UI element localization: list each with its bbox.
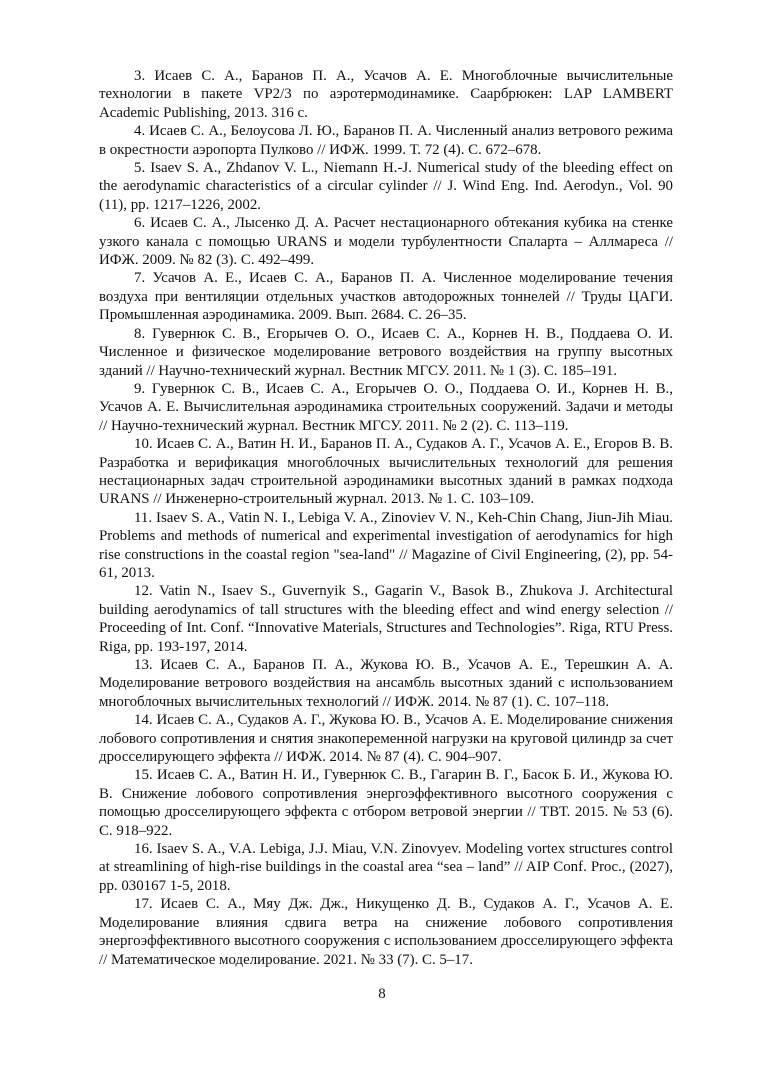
reference-item: 5. Isaev S. A., Zhdanov V. L., Niemann H.-J. Numerical study of the bleeding effect on the aerodynamic characteristics of a circular cylinder // J. Wind Eng. Ind. Aerodyn., Vol. 90 (11), pp. 1217–1226, 2002. [99, 160, 673, 213]
reference-item: 7. Усачов А. Е., Исаев С. А., Баранов П. А. Численное моделирование течения воздуха при вентиляции отдельных участков автодорожных тоннелей // Труды ЦАГИ. Промышленная аэродинамика. 2009. Вып. 2684. С. 26–35. [99, 270, 673, 324]
reference-item: 16. Isaev S. A., V.A. Lebiga, J.J. Miau, V.N. Zinovyev. Modeling vortex structures control at streamlining of high-rise buildings in the coastal area “sea – land” // AIP Conf. Proc., (2027), pp. 030167 1-5, 2018. [99, 841, 673, 894]
reference-item: 3. Исаев С. А., Баранов П. А., Усачов А. Е. Многоблочные вычислительные технологии в пакете VP2/3 по аэротермодинамике. Саарбрюкен: LAP LAMBERT Academic Publishing, 2013. 316 с. [99, 68, 673, 121]
reference-item: 17. Исаев С. А., Мяу Дж. Дж., Никущенко Д. В., Судаков А. Г., Усачов А. Е. Моделирование влияния сдвига ветра на снижение лобового сопротивления энергоэффективного высотного сооружения с использованием дросселирующего эффекта // Математическое моделирование. 2021. № 33 (7). С. 5–17. [99, 896, 673, 968]
reference-item: 10. Исаев С. А., Ватин Н. И., Баранов П. А., Судаков А. Г., Усачов А. Е., Егоров В. В. Разработка и верификация многоблочных вычислительных технологий для решения нестационарных задач строительной аэродинамики высотных зданий в рамках подхода URANS // Инженерно-строительный журнал. 2013. № 1. С. 103–109. [99, 436, 673, 508]
reference-item: 14. Исаев С. А., Судаков А. Г., Жукова Ю. В., Усачов А. Е. Моделирование снижения лобового сопротивления и снятия знакопеременной нагрузки на круговой цилиндр за счет дросселирующего эффекта // ИФЖ. 2014. № 87 (4). С. 904–907. [99, 712, 673, 766]
reference-item: 8. Гувернюк С. В., Егорычев О. О., Исаев С. А., Корнев Н. В., Поддаева О. И. Численное и физическое моделирование ветрового воздействия на группу высотных зданий // Научно-технический журнал. Вестник МГСУ. 2011. № 1 (3). С. 185–191. [99, 325, 673, 379]
reference-item: 6. Исаев С. А., Лысенко Д. А. Расчет нестационарного обтекания кубика на стенке узкого канала с помощью URANS и модели турбулентности Спаларта – Аллмареса // ИФЖ. 2009. № 82 (3). С. 492–499. [99, 215, 673, 269]
reference-item: 4. Исаев С. А., Белоусова Л. Ю., Баранов П. А. Численный анализ ветрового режима в окрестности аэропорта Пулково // ИФЖ. 1999. Т. 72 (4). С. 672–678. [99, 123, 673, 158]
reference-item: 15. Исаев С. А., Ватин Н. И., Гувернюк С. В., Гагарин В. Г., Басок Б. И., Жукова Ю. В. Снижение лобового сопротивления энергоэффективного высотного сооружения с помощью дросселирующего эффекта с отбором ветровой энергии // ТВТ. 2015. № 53 (6). С. 918–922. [99, 767, 673, 839]
reference-item: 9. Гувернюк С. В., Исаев С. А., Егорычев О. О., Поддаева О. И., Корнев Н. В., Усачов А. Е. Вычислительная аэродинамика строительных сооружений. Задачи и методы // Научно-технический журнал. Вестник МГСУ. 2011. № 2 (2). С. 113–119. [99, 380, 673, 434]
reference-item: 12. Vatin N., Isaev S., Guvernyik S., Gagarin V., Basok B., Zhukova J. Architectural building aerodynamics of tall structures with the bleeding effect and wind energy selection // Proceeding of Int. Conf. “Innovative Materials, Structures and Technologies”. Riga, RTU Press. Riga, pp. 193-197, 2014. [99, 583, 673, 655]
reference-item: 13. Исаев С. А., Баранов П. А., Жукова Ю. В., Усачов А. Е., Терешкин А. А. Моделирование ветрового воздействия на ансамбль высотных зданий с использованием многоблочных вычислительных технологий // ИФЖ. 2014. № 87 (1). С. 107–118. [99, 657, 673, 710]
page-number: 8 [378, 986, 386, 1002]
reference-item: 11. Isaev S. A., Vatin N. I., Lebiga V. A., Zinoviev V. N., Keh-Chin Chang, Jiun-Jih Miau. Problems and methods of numerical and experimental investigation of aerodynamics for high rise constructions in the coastal region "sea-land" // Magazine of Civil Engineering, (2), pp. 54-61, 2013. [99, 509, 673, 581]
reference-list [99, 67, 673, 969]
